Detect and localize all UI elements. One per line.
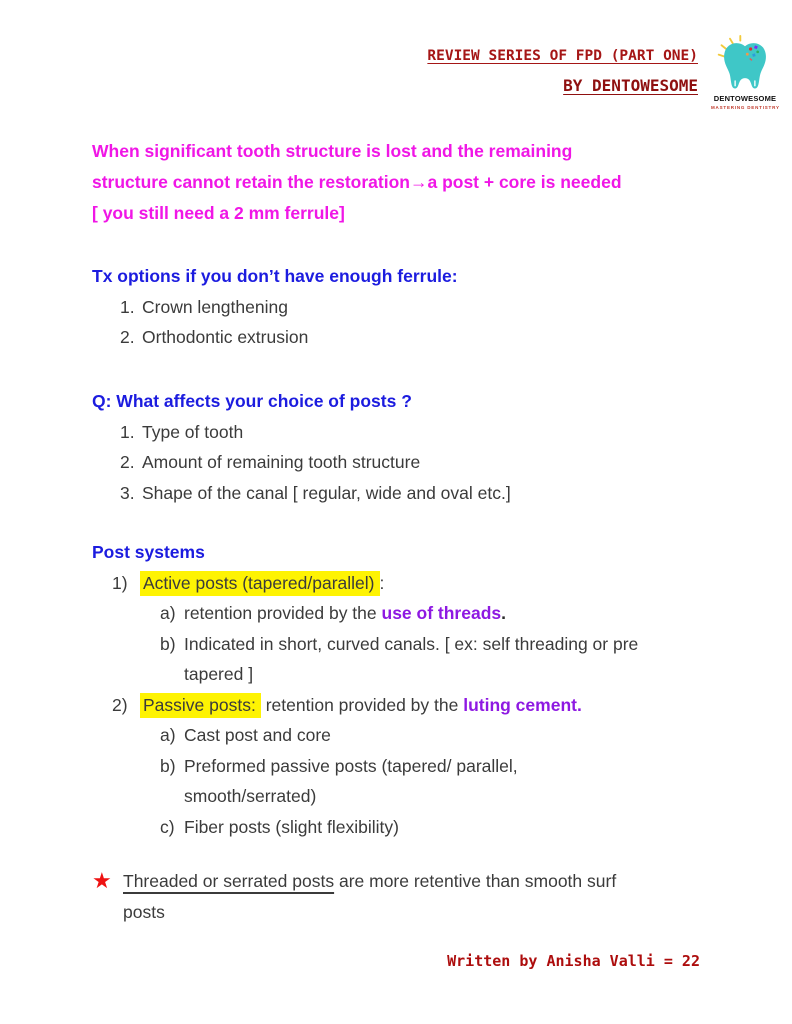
page-title: REVIEW SERIES OF FPD (PART ONE): [427, 48, 698, 64]
list-marker: b): [160, 755, 176, 776]
list-marker: 2): [112, 694, 128, 715]
list-marker: 3.: [120, 482, 135, 503]
note-line: [123, 866, 616, 897]
list-item: [92, 478, 752, 509]
list-marker: a): [160, 725, 176, 745]
active-posts-item: [92, 568, 752, 599]
wrapped-line: Indicated in short, curved canals. [ ex: self threading or pre: [184, 633, 639, 654]
list-item: [92, 292, 752, 323]
post-systems-section: [92, 537, 752, 842]
list-marker: b): [160, 633, 176, 654]
footer-credit: Written by Anisha Valli = 22: [447, 952, 700, 970]
intro-line: When significant tooth structure is lost and the remaining: [92, 141, 573, 161]
passive-sub-item-a: [92, 720, 752, 751]
note-rest: are more retentive than smooth surf: [338, 871, 617, 891]
intro-line: structure cannot retain the restoration→a post + core is needed: [92, 172, 622, 192]
wrapped-line: smooth/serrated): [184, 786, 317, 806]
tx-options-section: [92, 261, 752, 353]
list-marker: 2.: [120, 327, 135, 347]
active-sub-item-a: [92, 598, 752, 629]
tooth-icon: [711, 34, 779, 96]
list-item: [92, 417, 752, 448]
list-item-text: Cast post and core: [184, 725, 331, 745]
passive-posts-item: [92, 690, 752, 721]
list-item-text: Type of tooth: [142, 421, 244, 442]
intro-paragraph: [92, 136, 732, 229]
accent-text: use of threads: [381, 603, 502, 623]
question-section: [92, 386, 752, 508]
byline: BY DENTOWESOME: [563, 76, 698, 95]
underlined-text: Threaded or serrated posts: [123, 871, 335, 891]
list-marker: 1): [112, 572, 128, 593]
wrapped-line: tapered ]: [184, 664, 254, 684]
list-marker: a): [160, 603, 176, 623]
star-icon: ★: [92, 868, 112, 893]
note-line: posts: [123, 901, 165, 922]
text-suffix: :: [379, 572, 385, 593]
list-item-text: Shape of the canal [ regular, wide and oval etc.]: [142, 482, 511, 503]
highlighted-text: Active posts (tapered/parallel): [140, 571, 380, 596]
question-heading: Q: What affects your choice of posts ?: [92, 391, 412, 411]
active-sub-item-b: [92, 629, 752, 690]
passive-sub-item-b: [92, 751, 752, 812]
passive-sub-item-c: [92, 812, 752, 843]
logo-brand: DENTOWESOME: [713, 94, 777, 103]
intro-line: [ you still need a 2 mm ferrule]: [92, 203, 345, 223]
passive-posts-text: [140, 690, 582, 721]
accent-text: luting cement.: [463, 694, 582, 715]
highlighted-text: Passive posts:: [140, 693, 261, 718]
list-item: [92, 447, 752, 478]
post-systems-heading: Post systems: [92, 542, 205, 562]
list-item-text: Amount of remaining tooth structure: [142, 452, 421, 472]
active-posts-text: [140, 568, 384, 599]
list-marker: 1.: [120, 296, 135, 317]
text-period: .: [501, 603, 506, 623]
text-prefix: retention provided by the: [265, 694, 464, 715]
key-note: [92, 866, 732, 927]
list-marker: c): [160, 816, 175, 837]
list-item-text: Fiber posts (slight flexibility): [184, 816, 399, 837]
tx-options-heading: Tx options if you don’t have enough ferrule:: [92, 266, 458, 286]
list-marker: 1.: [120, 421, 135, 442]
list-marker: 2.: [120, 452, 135, 472]
logo-tagline: MASTERING DENTISTRY: [711, 105, 780, 110]
dentowesome-logo: [711, 34, 779, 110]
wrapped-line: Preformed passive posts (tapered/ parallel,: [184, 755, 518, 776]
list-item-text: Orthodontic extrusion: [142, 327, 309, 347]
text-prefix: retention provided by the: [184, 603, 382, 623]
list-item: [92, 322, 752, 353]
list-item-text: Crown lengthening: [142, 296, 288, 317]
